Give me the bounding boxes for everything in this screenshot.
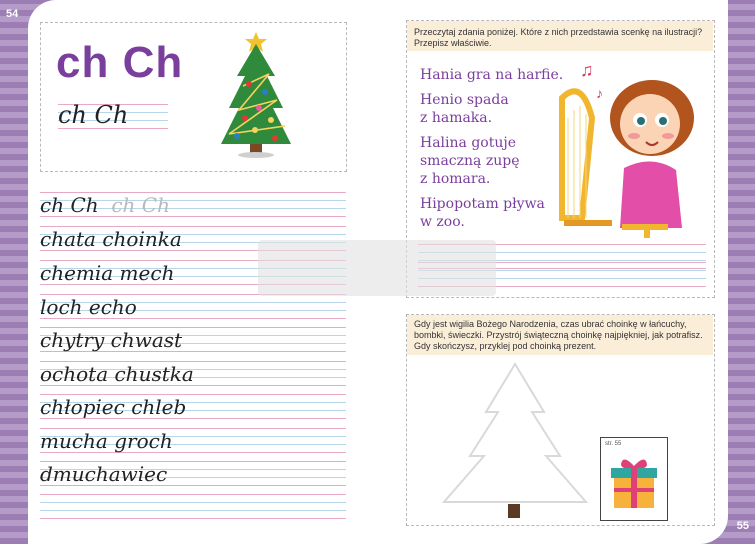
practice-row-text: mucha groch <box>40 429 173 453</box>
task2-instruction: Gdy jest wigilia Bożego Narodzenia, czas ubrać choinkę w łańcuchy, bombki, świeczki. Przystrój świąteczną choinkę najpiękniej, jak potrafisz. Gdy skończysz, przyklej pod choinką prezent. <box>414 319 703 351</box>
practice-row-text: loch echo <box>40 295 137 319</box>
tree-outline-drawing-area[interactable] <box>440 360 590 520</box>
practice-row[interactable] <box>40 357 346 390</box>
girl-playing-harp-illustration <box>552 58 700 238</box>
practice-row-ghost: ch Ch <box>111 193 170 217</box>
letter-title: ch Ch <box>56 38 184 87</box>
sentence-1: Hania gra na harfie. <box>420 67 564 83</box>
practice-row[interactable] <box>40 424 346 457</box>
svg-text:♪: ♪ <box>596 85 603 101</box>
svg-text:♫: ♫ <box>580 60 594 80</box>
sentence-list <box>420 66 563 238</box>
practice-row-text: dmuchawiec <box>40 462 168 486</box>
practice-row-text: chemia mech <box>40 261 175 285</box>
gift-icon <box>609 454 659 512</box>
practice-row-text: ochota chustka <box>40 362 194 386</box>
page-number-left: 54 <box>6 8 19 20</box>
practice-row[interactable] <box>40 323 346 356</box>
sentence-3: Halina gotuje smaczną zupę z homara. <box>420 135 520 187</box>
page-number-right: 55 <box>736 520 749 532</box>
header-script-line <box>58 100 168 133</box>
christmas-tree-icon <box>215 26 297 162</box>
gift-sticker-slot[interactable] <box>600 437 668 521</box>
sentence-2: Henio spada z hamaka. <box>420 92 509 126</box>
sticker-label: str. 55 <box>605 441 622 447</box>
practice-row[interactable] <box>40 457 346 490</box>
watermark-overlay <box>258 240 496 296</box>
sentence-4: Hipopotam pływa w zoo. <box>420 196 545 230</box>
practice-row[interactable] <box>40 188 346 221</box>
practice-row-text: chytry chwast <box>40 328 183 352</box>
practice-row[interactable] <box>40 390 346 423</box>
header-script-text: ch Ch <box>58 101 129 129</box>
practice-row-text: chłopiec chleb <box>40 395 187 419</box>
practice-row-text: chata choinka <box>40 227 182 251</box>
practice-row[interactable] <box>40 490 346 523</box>
practice-row-text: ch Ch <box>40 193 99 217</box>
task1-instruction: Przeczytaj zdania poniżej. Które z nich przedstawia scenkę na ilustracji? Przepisz właściwie. <box>414 27 703 48</box>
